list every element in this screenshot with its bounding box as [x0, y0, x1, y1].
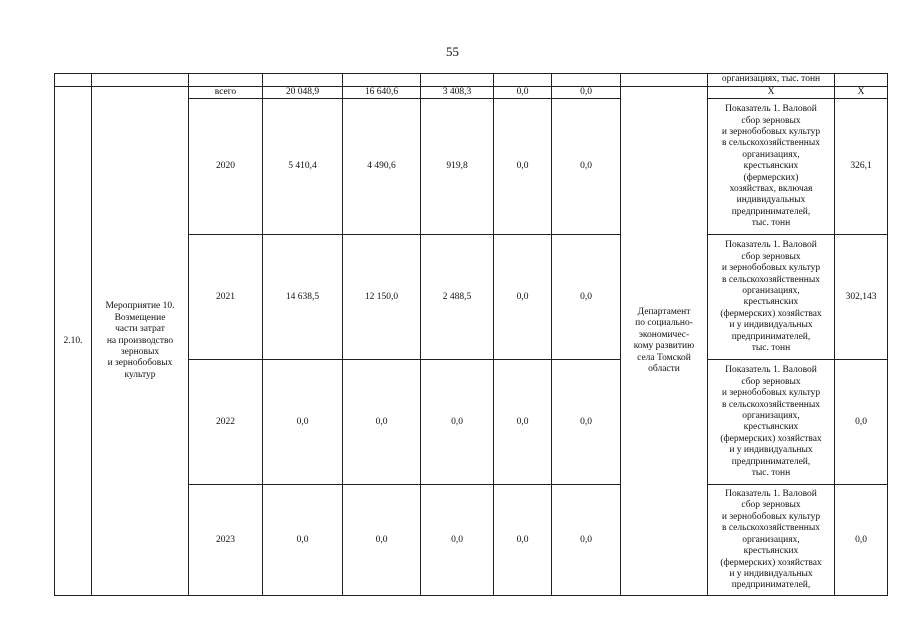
value-cell: 919,8: [421, 99, 494, 235]
table-cell: [343, 74, 421, 87]
value-cell: 0,0: [263, 485, 343, 596]
table-cell: [835, 74, 888, 87]
total-value: X: [835, 87, 888, 99]
table-cell: [494, 74, 552, 87]
program-table: [54, 73, 888, 596]
value-cell: 0,0: [494, 360, 552, 485]
table-cell: [55, 74, 92, 87]
indicator-value-cell: 326,1: [835, 99, 888, 235]
department-cell: [621, 87, 708, 596]
value-cell: 0,0: [552, 99, 621, 235]
value-cell: 0,0: [263, 360, 343, 485]
value-cell: 0,0: [552, 360, 621, 485]
value-cell: 0,0: [343, 360, 421, 485]
value-cell: 0,0: [421, 360, 494, 485]
indicator-value-cell: 0,0: [835, 360, 888, 485]
indicator-text: Показатель 1. Валовой сбор зерновых и зернобобовых культур в сельскохозяйственных организациях, крестьянских (фермерских) хозяйствах и у индивидуальных предпринимателей,: [720, 489, 822, 591]
total-c5: 0,0: [552, 87, 621, 99]
item-number-cell: [55, 87, 92, 596]
indicator-value-cell: 0,0: [835, 485, 888, 596]
total-indicator: X: [708, 87, 835, 99]
indicator-text: Показатель 1. Валовой сбор зерновых и зернобобовых культур в сельскохозяйственных организациях, крестьянских (фермерских) хозяйствах, включая индивидуальных предпринимателей, тыс. тонн: [721, 104, 821, 229]
value-cell: 2 488,5: [421, 235, 494, 360]
year-cell: 2023: [189, 485, 263, 596]
item-name-cell: [92, 87, 189, 596]
year-cell: 2022: [189, 360, 263, 485]
table-cell: [189, 74, 263, 87]
indicator-cell: [708, 99, 835, 235]
value-cell: 0,0: [552, 235, 621, 360]
indicator-text: Показатель 1. Валовой сбор зерновых и зернобобовых культур в сельскохозяйственных организациях, крестьянских (фермерских) хозяйствах и у индивидуальных предпринимателей, тыс. тонн: [720, 365, 822, 479]
continuation-row: [55, 74, 888, 87]
table-cell: [552, 74, 621, 87]
department: Департамент по социально- экономичес- кому развитию села Томской области: [633, 306, 695, 375]
value-cell: 14 638,5: [263, 235, 343, 360]
total-row: [55, 87, 888, 99]
total-c3: 3 408,3: [421, 87, 494, 99]
indicator-cell: [708, 235, 835, 360]
value-cell: 0,0: [494, 485, 552, 596]
total-c2: 16 640,6: [343, 87, 421, 99]
indicator-value-cell: 302,143: [835, 235, 888, 360]
value-cell: 5 410,4: [263, 99, 343, 235]
item-number: 2.10.: [63, 335, 83, 346]
total-c1: 20 048,9: [263, 87, 343, 99]
value-cell: 0,0: [421, 485, 494, 596]
table-cell: [621, 74, 708, 87]
value-cell: 4 490,6: [343, 99, 421, 235]
value-cell: 12 150,0: [343, 235, 421, 360]
value-cell: 0,0: [494, 235, 552, 360]
value-cell: 0,0: [552, 485, 621, 596]
table-cell: [92, 74, 189, 87]
page-number: 55: [446, 44, 459, 59]
table-cell: [263, 74, 343, 87]
indicator-tail-cell: организациях, тыс. тонн: [708, 74, 835, 87]
indicator-cell: [708, 485, 835, 596]
year-cell: 2021: [189, 235, 263, 360]
indicator-cell: [708, 360, 835, 485]
value-cell: 0,0: [494, 99, 552, 235]
indicator-text: Показатель 1. Валовой сбор зерновых и зернобобовых культур в сельскохозяйственных организациях, крестьянских (фермерских) хозяйствах и у индивидуальных предпринимателей, тыс. тонн: [720, 240, 822, 354]
table-cell: [421, 74, 494, 87]
value-cell: 0,0: [343, 485, 421, 596]
total-label: всего: [189, 87, 263, 99]
total-c4: 0,0: [494, 87, 552, 99]
year-cell: 2020: [189, 99, 263, 235]
item-name: Мероприятие 10. Возмещение части затрат на производство зерновых и зернобобовых культур: [105, 301, 175, 380]
